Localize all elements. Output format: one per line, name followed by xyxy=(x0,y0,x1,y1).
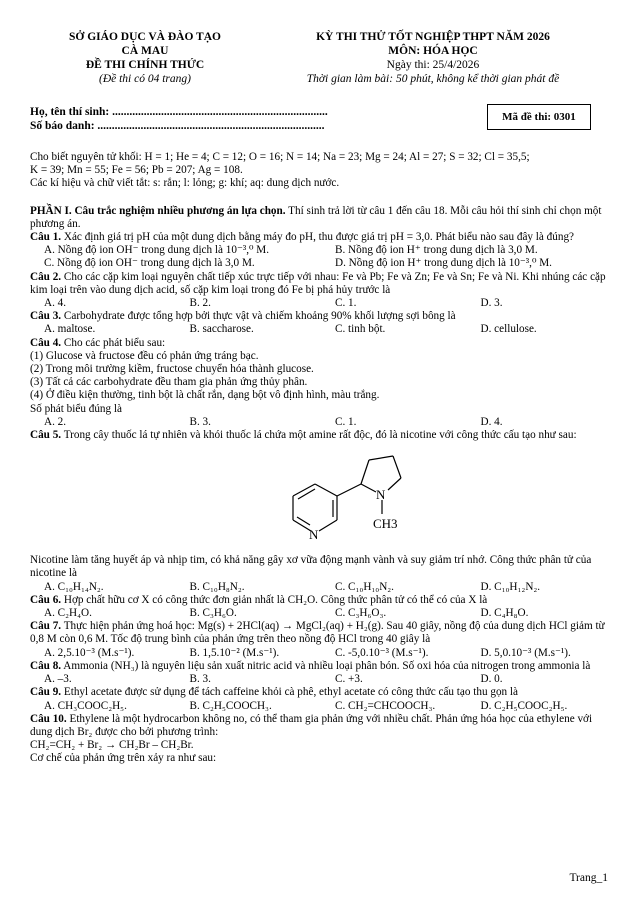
question-5-label: Câu 5. xyxy=(30,429,62,442)
question-5-text: Trong cây thuốc lá tự nhiên và khói thuốc lá chứa một amine rất độc, đó là nicotine với công thức cấu tạo như sau: xyxy=(61,429,577,442)
page-number: Trang_1 xyxy=(569,872,608,884)
part1-instruction: Thí sinh trả lời từ câu 1 đến câu 18. Mỗi câu hỏi thí sinh chỉ chọn một phương án. xyxy=(30,204,602,230)
question-9-text: Ethyl acetate được sử dụng để tách caffeine khỏi cà phê, ethyl acetate có công thức cấu tạo thu gọn là xyxy=(61,686,519,699)
question-6 xyxy=(30,594,612,607)
question-3 xyxy=(30,310,612,323)
q9-option-d[interactable]: D. C₂H₅COOC₂H₅. xyxy=(480,699,568,712)
question-6-options xyxy=(30,607,612,620)
q4-question: Số phát biểu đúng là xyxy=(30,402,122,415)
q3-option-c[interactable]: C. tinh bột. xyxy=(335,323,386,336)
exam-date: Ngày thi: 25/4/2026 xyxy=(386,59,480,71)
pyrrolidine-nitrogen: N xyxy=(376,487,386,503)
exam-code-box: Mã đề thi: 0301 xyxy=(487,104,591,130)
question-7-options xyxy=(30,647,612,660)
q9-option-a[interactable]: A. CH₃COOC₂H₅. xyxy=(44,699,127,712)
q5-option-b[interactable]: B. C₁₀H₈N₂. xyxy=(189,580,245,593)
question-9-label: Câu 9. xyxy=(30,686,62,699)
q2-option-d[interactable]: D. 3. xyxy=(480,297,503,310)
nicotine-structure xyxy=(263,446,433,550)
pyridine-nitrogen: N xyxy=(309,527,319,543)
question-8-options xyxy=(30,673,612,686)
q6-option-a[interactable]: A. C₂H₄O. xyxy=(44,607,92,620)
bond xyxy=(337,484,361,496)
question-2-text: Cho các cặp kim loại nguyên chất tiếp xúc trực tiếp với nhau: Fe và Pb; Fe và Zn; Fe và Sn; Fe và Ni. Khi nhúng các cặp kim loại trên vào dung dịch acid, số cặp kim loại trong đó Fe bị phá hủy trước là xyxy=(30,270,606,296)
q5-option-d[interactable]: D. C₁₀H₁₂N₂. xyxy=(480,580,541,593)
methyl-group: CH3 xyxy=(373,516,398,532)
bond xyxy=(319,520,337,531)
official-label: ĐỀ THI CHÍNH THỨC xyxy=(85,59,205,71)
q4-option-a[interactable]: A. 2. xyxy=(44,415,67,428)
question-6-label: Câu 6. xyxy=(30,593,62,606)
q3-option-d[interactable]: D. cellulose. xyxy=(480,323,537,336)
question-4-text: Cho các phát biểu sau: xyxy=(61,336,166,349)
question-2-options xyxy=(30,297,612,310)
q8-option-d[interactable]: D. 0. xyxy=(480,673,503,686)
candidate-info xyxy=(30,105,328,133)
q7-option-b[interactable]: B. 1,5.10⁻² (M.s⁻¹). xyxy=(189,646,280,659)
q2-option-a[interactable]: A. 4. xyxy=(44,297,67,310)
bond xyxy=(393,456,401,478)
exam-title: KỲ THI THỬ TỐT NGHIỆP THPT NĂM 2026 xyxy=(316,31,550,43)
double-bond-inner xyxy=(298,489,315,499)
header-right xyxy=(268,30,598,86)
question-10-text: Ethylene là một hydrocarbon không no, có thể tham gia phản ứng với nhiều chất. Phản ứng hóa học của ethylene với dung dịch Br₂ được cho bởi phương trình: xyxy=(30,712,593,738)
q6-option-c[interactable]: C. C₃H₆O₃. xyxy=(335,607,387,620)
q5-option-c[interactable]: C. C₁₀H₁₀N₂. xyxy=(335,580,394,593)
question-5 xyxy=(30,429,612,442)
department-name: SỞ GIÁO DỤC VÀ ĐÀO TẠO xyxy=(69,31,221,43)
bond xyxy=(361,484,376,492)
exam-subject: MÔN: HÓA HỌC xyxy=(388,45,478,57)
question-6-text: Hợp chất hữu cơ X có công thức đơn giản nhất là CH₂O. Công thức phân tử có thể có của X là xyxy=(61,593,488,606)
q6-option-d[interactable]: D. C₄H₈O. xyxy=(480,607,529,620)
question-3-text: Carbohydrate được tổng hợp bởi thực vật và chiếm khoảng 90% khối lượng sợi bông là xyxy=(61,310,456,323)
q7-option-c[interactable]: C. -5,0.10⁻³ (M.s⁻¹). xyxy=(335,646,429,659)
question-10-label: Câu 10. xyxy=(30,712,67,725)
bond xyxy=(361,460,369,484)
question-8-text: Ammonia (NH₃) là nguyên liệu sản xuất nitric acid và nhiều loại phân bón. Số oxi hóa của nitrogen trong ammonia là xyxy=(61,659,591,672)
bond xyxy=(315,484,337,496)
q8-option-a[interactable]: A. –3. xyxy=(44,673,72,686)
question-3-label: Câu 3. xyxy=(30,310,62,323)
exam-time: Thời gian làm bài: 50 phút, không kể thời gian phát đề xyxy=(306,73,560,85)
header-left xyxy=(30,30,260,86)
question-1 xyxy=(30,231,612,244)
q3-option-a[interactable]: A. maltose. xyxy=(44,323,96,336)
question-7-text: Thực hiện phản ứng hoá học: Mg(s) + 2HCl(aq) → MgCl₂(aq) + H₂(g). Sau 40 giây, nồng độ của dung dịch HCl giảm từ 0,8 M còn 0,6 M. Tốc độ trung bình của phản ứng trên theo nồng độ HCl trong 40 giây là xyxy=(30,620,605,646)
q3-option-b[interactable]: B. saccharose. xyxy=(189,323,254,336)
question-9 xyxy=(30,686,612,699)
part1-heading xyxy=(30,205,612,231)
q5-option-a[interactable]: A. C₁₀H₁₄N₂. xyxy=(44,580,104,593)
q4-statement-1: (1) Glucose và fructose đều có phản ứng tráng bạc. xyxy=(30,349,259,362)
q8-option-c[interactable]: C. +3. xyxy=(335,673,363,686)
page-count: (Đề thi có 04 trang) xyxy=(99,73,191,85)
question-1-options-row-1 xyxy=(30,244,612,257)
question-5-options xyxy=(30,581,612,594)
question-10 xyxy=(30,713,612,739)
question-3-options xyxy=(30,323,612,336)
bond xyxy=(388,478,401,490)
question-4-label: Câu 4. xyxy=(30,336,62,349)
q10-tail: Cơ chế của phản ứng trên xảy ra như sau: xyxy=(30,752,217,765)
q1-option-a[interactable]: A. Nồng độ ion OH⁻ trong dung dịch là 10⁻³,⁰ M. xyxy=(44,244,270,257)
question-5-after: Nicotine làm tăng huyết áp và nhịp tim, có khả năng gây xơ vữa động mạnh vành và suy giảm trí nhớ. Công thức phân tử của nicotine là xyxy=(30,554,592,580)
question-9-options xyxy=(30,700,612,713)
q4-statement-4: (4) Ở điều kiện thường, tinh bột là chất rắn, dạng bột vô định hình, màu trắng. xyxy=(30,389,380,402)
question-8 xyxy=(30,660,612,673)
q2-option-c[interactable]: C. 1. xyxy=(335,297,357,310)
bond xyxy=(293,484,315,496)
question-2 xyxy=(30,271,612,297)
question-1-options-row-2 xyxy=(30,257,612,270)
candidate-number-field: Số báo danh: ............................................................................... xyxy=(30,120,325,132)
question-1-label: Câu 1. xyxy=(30,231,62,244)
q1-option-b[interactable]: B. Nồng độ ion H⁺ trong dung dịch là 3,0 M. xyxy=(335,244,538,257)
q7-option-d[interactable]: D. 5,0.10⁻³ (M.s⁻¹). xyxy=(480,646,571,659)
q4-option-d[interactable]: D. 4. xyxy=(480,415,503,428)
atomic-masses-line-1: Cho biết nguyên tử khối: H = 1; He = 4; C = 12; O = 16; N = 14; Na = 23; Mg = 24; Al = 27; S = 32; Cl = 35,5; xyxy=(30,151,530,163)
question-4 xyxy=(30,337,612,350)
q4-option-b[interactable]: B. 3. xyxy=(189,415,211,428)
abbreviations-line: Các kí hiệu và chữ viết tắt: s: rắn; l: lỏng; g: khí; aq: dung dịch nước. xyxy=(30,177,340,190)
candidate-name-field: Họ, tên thí sinh: ........................................................................... xyxy=(30,106,328,118)
q6-option-b[interactable]: B. C₃H₆O. xyxy=(189,607,237,620)
question-2-label: Câu 2. xyxy=(30,270,62,283)
question-8-label: Câu 8. xyxy=(30,659,62,672)
q9-option-c[interactable]: C. CH₂=CHCOOCH₃. xyxy=(335,699,436,712)
province-name: CÀ MAU xyxy=(121,45,169,57)
question-7-label: Câu 7. xyxy=(30,620,62,633)
q2-option-b[interactable]: B. 2. xyxy=(189,297,211,310)
q4-statement-3: (3) Tất cả các carbohydrate đều tham gia phản ứng thủy phân. xyxy=(30,376,308,389)
question-4-options xyxy=(30,416,612,429)
exam-body xyxy=(30,151,612,766)
q1-option-c[interactable]: C. Nồng độ ion OH⁻ trong dung dịch là 3,0 M. xyxy=(44,257,255,270)
q4-statement-2: (2) Trong môi trường kiềm, fructose chuyển hóa thành glucose. xyxy=(30,363,314,376)
atomic-masses-line-2: K = 39; Mn = 55; Fe = 56; Pb = 207; Ag = 108. xyxy=(30,164,243,177)
q9-option-b[interactable]: B. C₂H₅COOCH₃. xyxy=(189,699,272,712)
question-7 xyxy=(30,620,612,646)
q7-option-a[interactable]: A. 2,5.10⁻³ (M.s⁻¹). xyxy=(44,646,135,659)
q4-option-c[interactable]: C. 1. xyxy=(335,415,357,428)
part1-title: PHẦN I. Câu trắc nghiệm nhiều phương án lựa chọn. xyxy=(30,204,286,217)
q8-option-b[interactable]: B. 3. xyxy=(189,673,211,686)
q10-equation: CH₂=CH₂ + Br₂ → CH₂Br – CH₂Br. xyxy=(30,739,194,752)
question-1-text: Xác định giá trị pH của một dung dịch bằng máy đo pH, thu được giá trị pH = 3,0. Phát biểu nào sau đây là đúng? xyxy=(61,231,575,244)
q1-option-d[interactable]: D. Nồng độ ion H⁺ trong dung dịch là 10⁻³,⁰ M. xyxy=(335,257,552,270)
bond xyxy=(369,456,393,460)
